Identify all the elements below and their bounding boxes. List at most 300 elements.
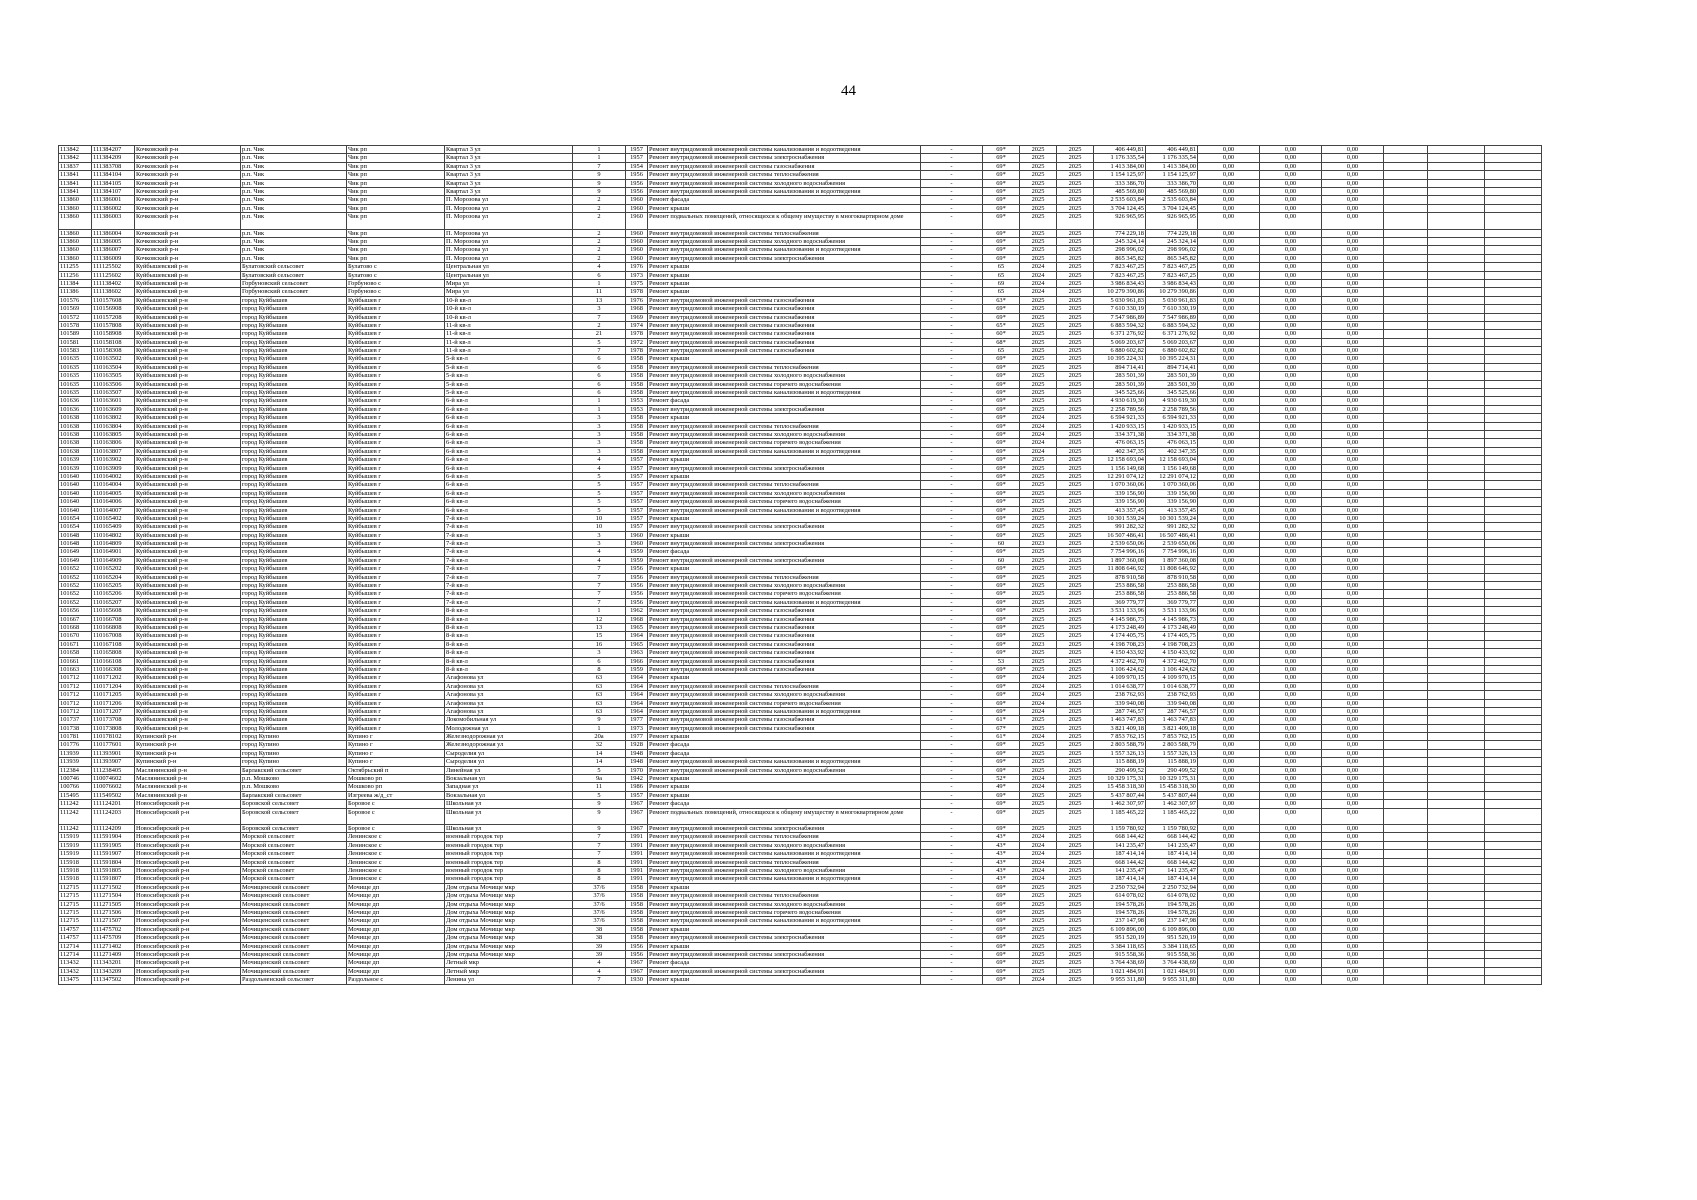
cell-empty-b	[1428, 481, 1485, 489]
cell-budget-federal: 0,00	[1198, 498, 1260, 506]
cell-budget-local: 0,00	[1322, 531, 1384, 539]
cell-budget-federal: 0,00	[1198, 733, 1260, 741]
cell-wear: 69*	[983, 883, 1020, 891]
cell-plan-year-end: 2025	[1057, 875, 1094, 883]
cell-build-year: 1960	[626, 540, 648, 548]
cell-plan-year-start: 2025	[1020, 238, 1057, 246]
cell-empty-a	[1384, 976, 1428, 984]
cell-record-id: 110074602	[92, 775, 135, 783]
cell-work-type: Ремонт внутридомовой инженерной системы канализования и водоотведения	[648, 758, 921, 766]
cell-wear: 69*	[983, 523, 1020, 531]
cell-municipality: город Куйбышев	[241, 422, 347, 430]
cell-work-type: Ремонт внутридомовой инженерной системы холодного водоснабжения	[648, 179, 921, 187]
cell-dash: -	[921, 397, 983, 405]
cell-empty-b	[1428, 204, 1485, 212]
cell-budget-federal: 0,00	[1198, 279, 1260, 287]
cell-empty-a	[1384, 565, 1428, 573]
cell-empty-c	[1485, 791, 1542, 799]
cell-budget-federal: 0,00	[1198, 271, 1260, 279]
cell-total-cost: 7 610 330,19	[1094, 305, 1146, 313]
cell-budget-regional: 0,00	[1260, 925, 1322, 933]
cell-house-id: 101640	[59, 498, 92, 506]
cell-street: 8-й кв-л	[445, 640, 573, 648]
cell-empty-a	[1384, 875, 1428, 883]
cell-settlement: Куйбышев г	[347, 632, 445, 640]
cell-street: 7-й кв-л	[445, 548, 573, 556]
cell-budget-local: 0,00	[1322, 506, 1384, 514]
cell-budget-regional: 0,00	[1260, 389, 1322, 397]
cell-empty-b	[1428, 850, 1485, 858]
cell-fund-cost: 3 384 118,65	[1146, 942, 1198, 950]
cell-budget-local: 0,00	[1322, 179, 1384, 187]
cell-work-type: Ремонт внутридомовой инженерной системы газоснабжения	[648, 623, 921, 631]
cell-wear: 69*	[983, 531, 1020, 539]
cell-plan-year-start: 2025	[1020, 154, 1057, 162]
cell-settlement: Боровое с	[347, 800, 445, 808]
cell-total-cost: 287 746,57	[1094, 707, 1146, 715]
cell-record-id: 111386005	[92, 238, 135, 246]
cell-empty-c	[1485, 733, 1542, 741]
cell-budget-regional: 0,00	[1260, 372, 1322, 380]
cell-settlement: Октябрьский п	[347, 766, 445, 774]
cell-settlement: Куйбышев г	[347, 699, 445, 707]
cell-budget-regional: 0,00	[1260, 321, 1322, 329]
cell-record-id: 111591805	[92, 867, 135, 875]
repair-program-table	[58, 145, 1542, 985]
cell-house-id: 111242	[59, 808, 92, 825]
cell-settlement: Горбуново с	[347, 279, 445, 287]
cell-house-number: 37/6	[573, 900, 626, 908]
cell-empty-c	[1485, 439, 1542, 447]
cell-settlement: Чик рп	[347, 187, 445, 195]
cell-budget-federal: 0,00	[1198, 305, 1260, 313]
cell-fund-cost: 5 069 203,67	[1146, 338, 1198, 346]
cell-house-id: 111242	[59, 825, 92, 833]
cell-record-id: 110163505	[92, 372, 135, 380]
cell-build-year: 1958	[626, 439, 648, 447]
cell-plan-year-end: 2025	[1057, 598, 1094, 606]
cell-fund-cost: 7 610 330,19	[1146, 305, 1198, 313]
cell-street: Квартал 3 ул	[445, 171, 573, 179]
cell-street: Агафонова ул	[445, 674, 573, 682]
cell-total-cost: 141 235,47	[1094, 867, 1146, 875]
cell-dash: -	[921, 279, 983, 287]
cell-build-year: 1974	[626, 321, 648, 329]
cell-plan-year-start: 2025	[1020, 531, 1057, 539]
cell-record-id: 110163507	[92, 389, 135, 397]
cell-record-id: 111124209	[92, 825, 135, 833]
cell-budget-local: 0,00	[1322, 456, 1384, 464]
cell-build-year: 1976	[626, 296, 648, 304]
table-row	[59, 171, 1542, 179]
cell-district: Новосибирский р-н	[135, 825, 241, 833]
cell-plan-year-start: 2025	[1020, 741, 1057, 749]
cell-work-type: Ремонт внутридомовой инженерной системы теплоснабжения	[648, 892, 921, 900]
cell-work-type: Ремонт крыши	[648, 565, 921, 573]
cell-budget-local: 0,00	[1322, 850, 1384, 858]
cell-district: Новосибирский р-н	[135, 867, 241, 875]
cell-dash: -	[921, 775, 983, 783]
cell-dash: -	[921, 766, 983, 774]
cell-settlement: Мочище дп	[347, 883, 445, 891]
cell-build-year: 1958	[626, 908, 648, 916]
cell-municipality: Мочищенский сельсовет	[241, 959, 347, 967]
cell-house-number: 5	[573, 791, 626, 799]
cell-district: Куйбышевский р-н	[135, 305, 241, 313]
cell-wear: 69*	[983, 246, 1020, 254]
cell-budget-regional: 0,00	[1260, 305, 1322, 313]
cell-total-cost: 1 106 424,62	[1094, 665, 1146, 673]
cell-build-year: 1928	[626, 741, 648, 749]
cell-fund-cost: 3 986 834,43	[1146, 279, 1198, 287]
cell-budget-regional: 0,00	[1260, 858, 1322, 866]
cell-plan-year-end: 2025	[1057, 422, 1094, 430]
cell-work-type: Ремонт фасада	[648, 959, 921, 967]
cell-district: Новосибирский р-н	[135, 850, 241, 858]
cell-empty-c	[1485, 607, 1542, 615]
cell-district: Новосибирский р-н	[135, 942, 241, 950]
cell-house-id: 101635	[59, 380, 92, 388]
cell-plan-year-end: 2025	[1057, 674, 1094, 682]
cell-dash: -	[921, 162, 983, 170]
cell-plan-year-start: 2024	[1020, 279, 1057, 287]
cell-street: 8-й кв-л	[445, 615, 573, 623]
cell-budget-regional: 0,00	[1260, 615, 1322, 623]
cell-house-number: 15	[573, 632, 626, 640]
cell-plan-year-end: 2025	[1057, 238, 1094, 246]
cell-dash: -	[921, 858, 983, 866]
cell-settlement: Ленинское с	[347, 858, 445, 866]
cell-house-number: 2	[573, 229, 626, 237]
cell-work-type: Ремонт внутридомовой инженерной системы горячего водоснабжения	[648, 439, 921, 447]
cell-plan-year-end: 2025	[1057, 305, 1094, 313]
cell-empty-c	[1485, 405, 1542, 413]
cell-municipality: город Куйбышев	[241, 321, 347, 329]
cell-district: Новосибирский р-н	[135, 925, 241, 933]
cell-district: Куйбышевский р-н	[135, 431, 241, 439]
cell-empty-c	[1485, 179, 1542, 187]
cell-record-id: 110164901	[92, 548, 135, 556]
cell-settlement: Куйбышев г	[347, 464, 445, 472]
cell-budget-federal: 0,00	[1198, 439, 1260, 447]
cell-budget-local: 0,00	[1322, 691, 1384, 699]
cell-budget-regional: 0,00	[1260, 674, 1322, 682]
cell-build-year: 1958	[626, 431, 648, 439]
cell-budget-regional: 0,00	[1260, 498, 1322, 506]
cell-municipality: Мочищенский сельсовет	[241, 892, 347, 900]
cell-house-number: 6	[573, 380, 626, 388]
cell-plan-year-start: 2025	[1020, 791, 1057, 799]
cell-fund-cost: 1 420 933,15	[1146, 422, 1198, 430]
cell-build-year: 1930	[626, 976, 648, 984]
cell-house-number: 6	[573, 271, 626, 279]
cell-record-id: 110164007	[92, 506, 135, 514]
cell-budget-local: 0,00	[1322, 657, 1384, 665]
cell-district: Куйбышевский р-н	[135, 640, 241, 648]
cell-dash: -	[921, 649, 983, 657]
cell-settlement: Боровое с	[347, 825, 445, 833]
cell-district: Куйбышевский р-н	[135, 707, 241, 715]
cell-municipality: Морской сельсовет	[241, 841, 347, 849]
cell-wear: 69*	[983, 456, 1020, 464]
cell-budget-local: 0,00	[1322, 514, 1384, 522]
cell-house-number: 1	[573, 724, 626, 732]
cell-house-id: 101658	[59, 649, 92, 657]
cell-fund-cost: 2 250 732,94	[1146, 883, 1198, 891]
cell-work-type: Ремонт внутридомовой инженерной системы газоснабжения	[648, 162, 921, 170]
cell-house-number: 21	[573, 330, 626, 338]
cell-budget-regional: 0,00	[1260, 917, 1322, 925]
cell-street: Дом отдыха Мочище мкр	[445, 942, 573, 950]
cell-settlement: Мочище дп	[347, 908, 445, 916]
cell-empty-a	[1384, 623, 1428, 631]
cell-municipality: город Куйбышев	[241, 498, 347, 506]
cell-municipality: город Куйбышев	[241, 389, 347, 397]
cell-total-cost: 1 463 747,83	[1094, 716, 1146, 724]
cell-district: Новосибирский р-н	[135, 917, 241, 925]
cell-budget-regional: 0,00	[1260, 296, 1322, 304]
cell-budget-regional: 0,00	[1260, 330, 1322, 338]
cell-house-id: 113841	[59, 171, 92, 179]
cell-house-number: 37/6	[573, 908, 626, 916]
cell-settlement: Ленинское с	[347, 875, 445, 883]
cell-wear: 60	[983, 556, 1020, 564]
cell-wear: 69*	[983, 464, 1020, 472]
cell-plan-year-end: 2025	[1057, 506, 1094, 514]
cell-fund-cost: 4 109 970,15	[1146, 674, 1198, 682]
cell-record-id: 111271507	[92, 917, 135, 925]
cell-dash: -	[921, 758, 983, 766]
cell-budget-regional: 0,00	[1260, 355, 1322, 363]
cell-build-year: 1960	[626, 246, 648, 254]
cell-street: 7-й кв-л	[445, 556, 573, 564]
cell-empty-a	[1384, 422, 1428, 430]
cell-budget-federal: 0,00	[1198, 766, 1260, 774]
cell-budget-local: 0,00	[1322, 724, 1384, 732]
cell-fund-cost: 4 930 619,30	[1146, 397, 1198, 405]
cell-settlement: Куйбышев г	[347, 330, 445, 338]
cell-municipality: город Куйбышев	[241, 682, 347, 690]
cell-work-type: Ремонт крыши	[648, 791, 921, 799]
cell-empty-c	[1485, 934, 1542, 942]
cell-settlement: Куйбышев г	[347, 573, 445, 581]
cell-house-number: 5	[573, 472, 626, 480]
table-row	[59, 582, 1542, 590]
cell-settlement: Куйбышев г	[347, 405, 445, 413]
cell-empty-c	[1485, 565, 1542, 573]
cell-budget-federal: 0,00	[1198, 665, 1260, 673]
cell-plan-year-end: 2025	[1057, 623, 1094, 631]
cell-plan-year-start: 2025	[1020, 665, 1057, 673]
cell-record-id: 111591807	[92, 875, 135, 883]
cell-empty-c	[1485, 749, 1542, 757]
cell-budget-federal: 0,00	[1198, 724, 1260, 732]
cell-empty-c	[1485, 766, 1542, 774]
cell-budget-federal: 0,00	[1198, 540, 1260, 548]
cell-fund-cost: 1 014 638,77	[1146, 682, 1198, 690]
cell-empty-a	[1384, 288, 1428, 296]
cell-build-year: 1948	[626, 758, 648, 766]
cell-district: Куйбышевский р-н	[135, 338, 241, 346]
cell-wear: 69*	[983, 565, 1020, 573]
cell-street: 6-й кв-л	[445, 498, 573, 506]
cell-fund-cost: 7 754 996,16	[1146, 548, 1198, 556]
cell-dash: -	[921, 791, 983, 799]
cell-empty-b	[1428, 498, 1485, 506]
cell-house-id: 115918	[59, 875, 92, 883]
cell-empty-b	[1428, 766, 1485, 774]
cell-street: Железнодорожная ул	[445, 741, 573, 749]
table-row	[59, 363, 1542, 371]
cell-budget-federal: 0,00	[1198, 146, 1260, 154]
cell-house-number: 11	[573, 288, 626, 296]
cell-work-type: Ремонт внутридомовой инженерной системы теплоснабжения	[648, 573, 921, 581]
cell-fund-cost: 7 853 762,15	[1146, 733, 1198, 741]
cell-district: Новосибирский р-н	[135, 841, 241, 849]
cell-plan-year-end: 2025	[1057, 682, 1094, 690]
cell-plan-year-start: 2025	[1020, 556, 1057, 564]
cell-budget-regional: 0,00	[1260, 707, 1322, 715]
cell-street: военный городок тер	[445, 875, 573, 883]
cell-settlement: Куйбышев г	[347, 716, 445, 724]
cell-empty-c	[1485, 615, 1542, 623]
cell-district: Куйбышевский р-н	[135, 623, 241, 631]
cell-dash: -	[921, 950, 983, 958]
cell-total-cost: 2 539 650,06	[1094, 540, 1146, 548]
cell-empty-c	[1485, 875, 1542, 883]
cell-budget-local: 0,00	[1322, 925, 1384, 933]
cell-district: Кочковский р-н	[135, 187, 241, 195]
cell-record-id: 111271502	[92, 883, 135, 891]
cell-plan-year-end: 2025	[1057, 187, 1094, 195]
cell-street: 5-й кв-л	[445, 389, 573, 397]
table-row	[59, 775, 1542, 783]
cell-budget-regional: 0,00	[1260, 263, 1322, 271]
cell-empty-b	[1428, 908, 1485, 916]
cell-build-year: 1957	[626, 514, 648, 522]
cell-work-type: Ремонт фасада	[648, 749, 921, 757]
cell-empty-c	[1485, 900, 1542, 908]
cell-wear: 69*	[983, 615, 1020, 623]
table-row	[59, 246, 1542, 254]
cell-budget-federal: 0,00	[1198, 691, 1260, 699]
cell-budget-local: 0,00	[1322, 573, 1384, 581]
cell-budget-local: 0,00	[1322, 556, 1384, 564]
cell-plan-year-start: 2024	[1020, 976, 1057, 984]
cell-house-id: 113860	[59, 204, 92, 212]
cell-budget-local: 0,00	[1322, 598, 1384, 606]
cell-total-cost: 2 250 732,94	[1094, 883, 1146, 891]
cell-work-type: Ремонт внутридомовой инженерной системы газоснабжения	[648, 615, 921, 623]
cell-house-number: 63	[573, 691, 626, 699]
table-row	[59, 607, 1542, 615]
cell-wear: 69*	[983, 431, 1020, 439]
cell-municipality: р.п. Мошково	[241, 783, 347, 791]
cell-budget-regional: 0,00	[1260, 716, 1322, 724]
cell-house-id: 115918	[59, 867, 92, 875]
cell-wear: 69*	[983, 950, 1020, 958]
cell-plan-year-end: 2025	[1057, 330, 1094, 338]
cell-empty-b	[1428, 414, 1485, 422]
cell-empty-a	[1384, 321, 1428, 329]
cell-house-number: 9	[573, 800, 626, 808]
cell-empty-c	[1485, 950, 1542, 958]
cell-fund-cost: 141 235,47	[1146, 867, 1198, 875]
cell-district: Маслянинский р-н	[135, 783, 241, 791]
cell-house-id: 112714	[59, 942, 92, 950]
cell-build-year: 1986	[626, 783, 648, 791]
cell-empty-c	[1485, 271, 1542, 279]
cell-wear: 69*	[983, 925, 1020, 933]
cell-empty-a	[1384, 389, 1428, 397]
cell-house-number: 37/6	[573, 883, 626, 891]
cell-record-id: 110173708	[92, 716, 135, 724]
cell-total-cost: 774 229,18	[1094, 229, 1146, 237]
cell-wear: 65	[983, 271, 1020, 279]
cell-municipality: город Куйбышев	[241, 305, 347, 313]
cell-fund-cost: 1 106 424,62	[1146, 665, 1198, 673]
cell-empty-a	[1384, 850, 1428, 858]
cell-dash: -	[921, 783, 983, 791]
cell-record-id: 111384207	[92, 146, 135, 154]
cell-budget-federal: 0,00	[1198, 925, 1260, 933]
cell-wear: 69*	[983, 967, 1020, 975]
cell-empty-b	[1428, 238, 1485, 246]
cell-record-id: 110163807	[92, 447, 135, 455]
cell-empty-c	[1485, 833, 1542, 841]
cell-plan-year-end: 2025	[1057, 313, 1094, 321]
cell-municipality: Мочищенский сельсовет	[241, 950, 347, 958]
cell-street: Квартал 3 ул	[445, 162, 573, 170]
cell-wear: 69*	[983, 146, 1020, 154]
table-row	[59, 422, 1542, 430]
cell-empty-c	[1485, 254, 1542, 262]
cell-empty-a	[1384, 657, 1428, 665]
cell-build-year: 1957	[626, 498, 648, 506]
cell-street: Летный мкр	[445, 967, 573, 975]
cell-house-id: 101737	[59, 716, 92, 724]
cell-build-year: 1956	[626, 573, 648, 581]
cell-fund-cost: 16 507 486,41	[1146, 531, 1198, 539]
cell-record-id: 110157208	[92, 313, 135, 321]
cell-settlement: Куйбышев г	[347, 447, 445, 455]
cell-municipality: р.п. Мошково	[241, 775, 347, 783]
cell-total-cost: 253 886,58	[1094, 590, 1146, 598]
cell-plan-year-start: 2024	[1020, 674, 1057, 682]
cell-record-id: 111238405	[92, 766, 135, 774]
cell-dash: -	[921, 204, 983, 212]
cell-municipality: р.п. Чик	[241, 204, 347, 212]
cell-record-id: 110163902	[92, 456, 135, 464]
cell-empty-b	[1428, 875, 1485, 883]
cell-plan-year-start: 2024	[1020, 263, 1057, 271]
cell-record-id: 110177601	[92, 741, 135, 749]
cell-house-id: 113837	[59, 162, 92, 170]
cell-dash: -	[921, 733, 983, 741]
cell-fund-cost: 1 159 780,92	[1146, 825, 1198, 833]
cell-dash: -	[921, 674, 983, 682]
cell-fund-cost: 10 395 224,31	[1146, 355, 1198, 363]
cell-wear: 69*	[983, 313, 1020, 321]
table-row	[59, 447, 1542, 455]
cell-empty-a	[1384, 162, 1428, 170]
cell-budget-local: 0,00	[1322, 338, 1384, 346]
cell-fund-cost: 614 078,02	[1146, 892, 1198, 900]
table-row	[59, 305, 1542, 313]
cell-budget-regional: 0,00	[1260, 187, 1322, 195]
cell-district: Куйбышевский р-н	[135, 263, 241, 271]
cell-empty-b	[1428, 405, 1485, 413]
